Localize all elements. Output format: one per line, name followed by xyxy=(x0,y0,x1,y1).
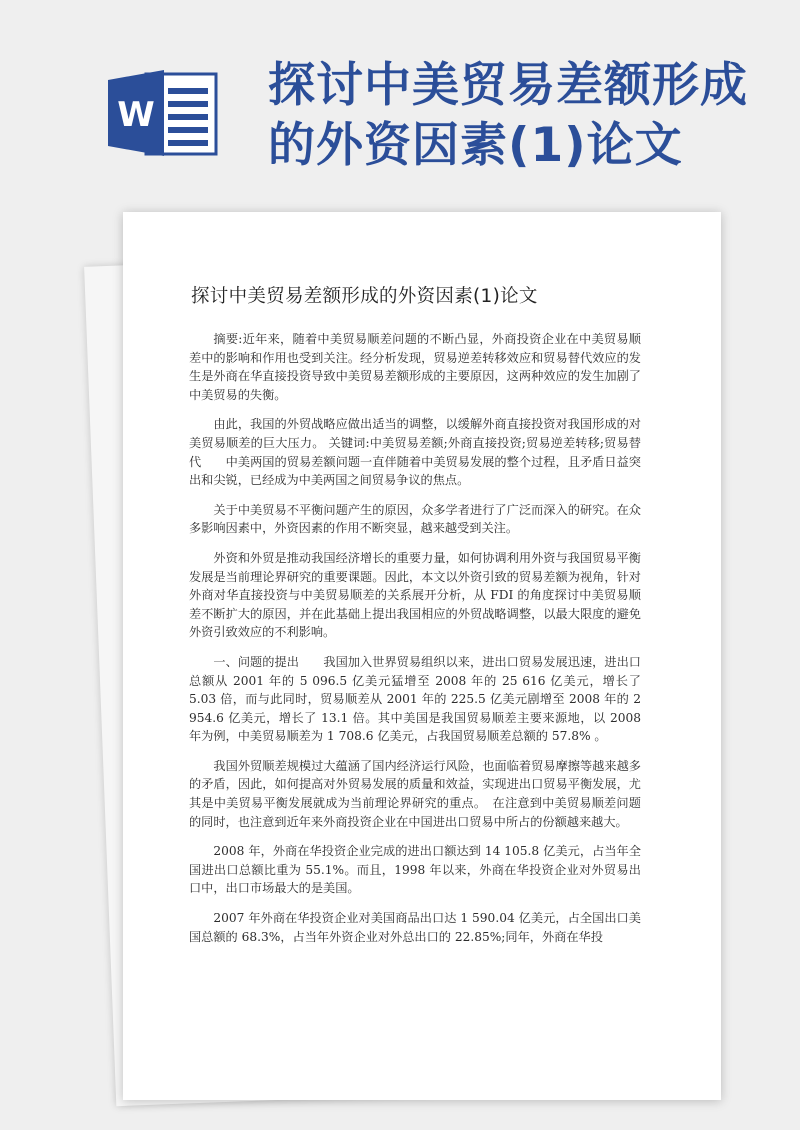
paragraph: 摘要:近年来，随着中美贸易顺差问题的不断凸显，外商投资企业在中美贸易顺差中的影响和作用也受到关注。经分析发现，贸易逆差转移效应和贸易替代效应的发生是外商在华直接投资导致中美贸易差额形成的主要原因，这两种效应的发生加剧了中美贸易的失衡。 xyxy=(189,332,641,402)
paragraph: 2008 年，外商在华投资企业完成的进出口额达到 14 105.8 亿美元，占当年全国进出口总额比重为 55.1%。而且，1998 年以来，外商在华投资企业对外贸易出口中，出口市场最大的是美国。 xyxy=(189,844,641,896)
word-document-icon xyxy=(106,68,220,158)
watermark: ​ xyxy=(25,140,35,165)
page-title: 探讨中美贸易差额形成的外资因素(1)论文 xyxy=(268,58,748,173)
paragraph: 关于中美贸易不平衡问题产生的原因，众多学者进行了广泛而深入的研究。在众多影响因素中，外资因素的作用不断突显，越来越受到关注。 xyxy=(189,502,641,536)
header-banner xyxy=(0,0,800,200)
document-title: 探讨中美贸易差额形成的外资因素(1)论文 xyxy=(191,286,538,307)
paragraph: 一、问题的提出 我国加入世界贸易组织以来，进出口贸易发展迅速，进出口总额从 2001 年的 5 096.5 亿美元猛增至 2008 年的 25 616 亿美元，增长了 5.03 倍，而与此同时，贸易顺差从 2001 年的 225.5 亿美元剧增至 2008 年的 2 954.6 亿美元，增长了 13.1 倍。其中美国是我国贸易顺差主要来源地，以 2008 年为例，中美贸易顺差为 1 708.6 亿美元，占我国贸易顺差总额的 57.8% 。 xyxy=(189,654,641,744)
paragraph: 我国外贸顺差规模过大蕴涵了国内经济运行风险，也面临着贸易摩擦等越来越多的矛盾，因此，如何提高对外贸易发展的质量和效益，实现进出口贸易平衡发展，尤其是中美贸易平衡发展就成为当前理论界研究的重点。 在注意到中美贸易顺差问题的同时，也注意到近年来外商投资企业在中国进出口贸易中所占的份额越来越大。 xyxy=(189,758,641,829)
paragraph: 2007 年外商在华投资企业对美国商品出口达 1 590.04 亿美元，占全国出口美国总额的 68.3%，占当年外资企业对外总出口的 22.85%;同年，外商在华投 xyxy=(189,911,641,944)
word-icon-letter: W xyxy=(117,95,155,135)
paragraph: 外资和外贸是推动我国经济增长的重要力量，如何协调利用外资与我国贸易平衡发展是当前理论界研究的重要课题。因此，本文以外资引致的贸易差额为视角，针对外商对华直接投资与中美贸易顺差的关系展开分析，从 FDI 的角度探讨中美贸易顺差不断扩大的原因，并在此基础上提出我国相应的外贸战略调整，以最大限度的避免外资引致效应的不利影响。 xyxy=(189,550,641,640)
document-page xyxy=(123,212,721,1100)
document-body xyxy=(189,330,641,957)
paragraph: 由此，我国的外贸战略应做出适当的调整，以缓解外商直接投资对我国形成的对美贸易顺差的巨大压力。 关键词:中美贸易差额;外商直接投资;贸易逆差转移;贸易替代 中美两国的贸易差额问题一直伴随着中美贸易发展的整个过程，且矛盾日益突出和尖锐，已经成为中美两国之间贸易争议的焦点。 xyxy=(189,417,641,488)
